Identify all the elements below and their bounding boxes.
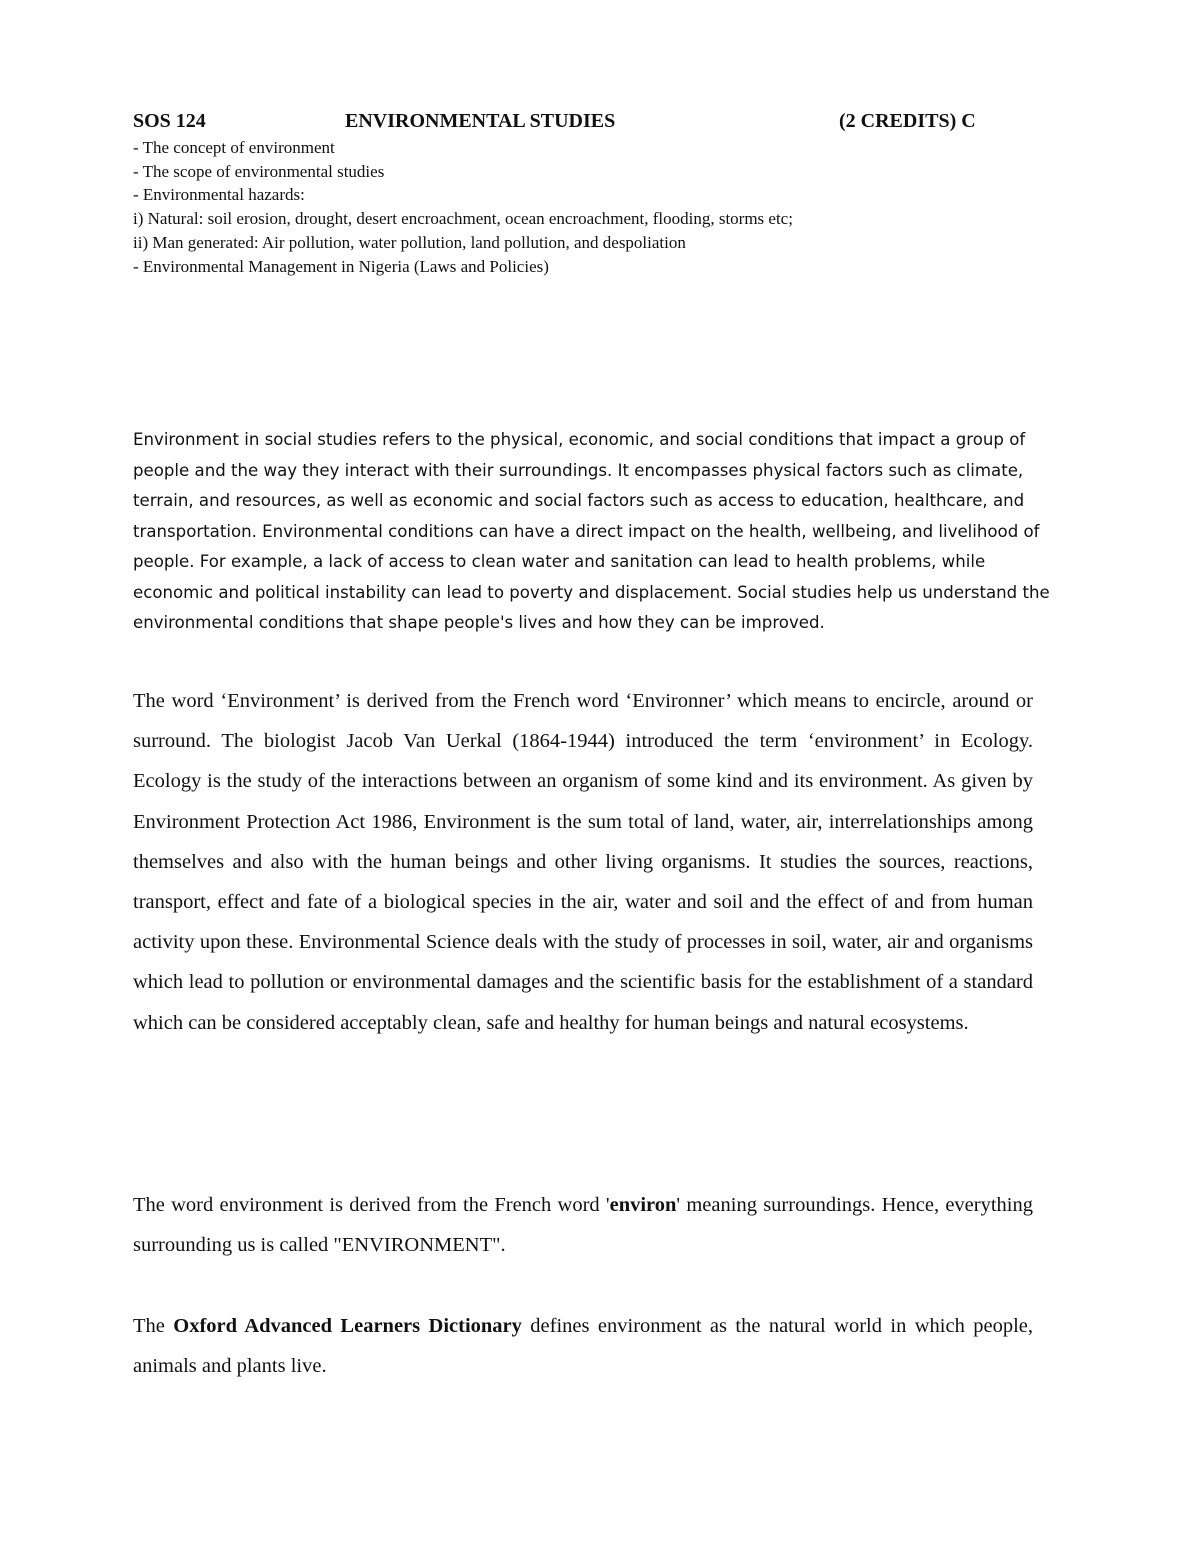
course-outline	[133, 136, 1093, 278]
etymology-paragraph: The word ‘Environment’ is derived from the French word ‘Environner’ which means to encircle, around or surround. The biologist Jacob Van Uerkal (1864-1944) introduced the term ‘environment’ in Ecology. Ecology is the study of the interactions between an organism of some kind and its environment. As given by Environment Protection Act 1986, Environment is the sum total of land, water, air, interrelationships among themselves and also with the human beings and other living organisms. It studies the sources, reactions, transport, effect and fate of a biological species in the air, water and soil and the effect of and from human activity upon these. Environmental Science deals with the study of processes in soil, water, air and organisms which lead to pollution or environmental damages and the scientific basis for the establishment of a standard which can be considered acceptably clean, safe and healthy for human beings and natural ecosystems.	[133, 690, 1033, 1034]
environ-text-after: ' meaning surroundings. Hence, everything surrounding us is called "ENVIRONMENT".	[133, 1194, 1033, 1257]
course-title: ENVIRONMENTAL STUDIES	[345, 110, 616, 132]
dictionary-text-before: The	[133, 1315, 174, 1337]
outline-item: - The scope of environmental studies	[133, 161, 385, 181]
outline-item: ii) Man generated: Air pollution, water pollution, land pollution, and despoliation	[133, 232, 686, 252]
intro-paragraph: Environment in social studies refers to the physical, economic, and social conditions that impact a group of people and the way they interact with their surroundings. It encompasses physical factors such as climate, terrain, and resources, as well as economic and social factors such as access to education, healthcare, and transportation. Environmental conditions can have a direct impact on the health, wellbeing, and livelihood of people. For example, a lack of access to clean water and sanitation can lead to health problems, while economic and political instability can lead to poverty and displacement. Social studies help us understand the environmental conditions that shape people's lives and how they can be improved.	[133, 430, 1050, 632]
course-code: SOS 124	[133, 110, 206, 132]
outline-item: i) Natural: soil erosion, drought, desert encroachment, ocean encroachment, flooding, storms etc;	[133, 209, 793, 229]
course-header	[133, 108, 1013, 134]
course-credits: (2 CREDITS) C	[839, 110, 976, 132]
environ-paragraph	[133, 1185, 1033, 1265]
dictionary-name: Oxford Advanced Learners Dictionary	[173, 1315, 522, 1337]
environ-text-before: The word environment is derived from the French word '	[133, 1194, 610, 1216]
outline-item: - The concept of environment	[133, 138, 335, 157]
outline-item: - Environmental hazards:	[133, 185, 305, 205]
outline-item: - Environmental Management in Nigeria (Laws and Policies)	[133, 256, 549, 276]
environ-term: environ	[609, 1194, 677, 1216]
dictionary-text-after: defines environment as the natural world in which people, animals and plants live.	[133, 1315, 1033, 1378]
dictionary-paragraph	[133, 1306, 1033, 1386]
